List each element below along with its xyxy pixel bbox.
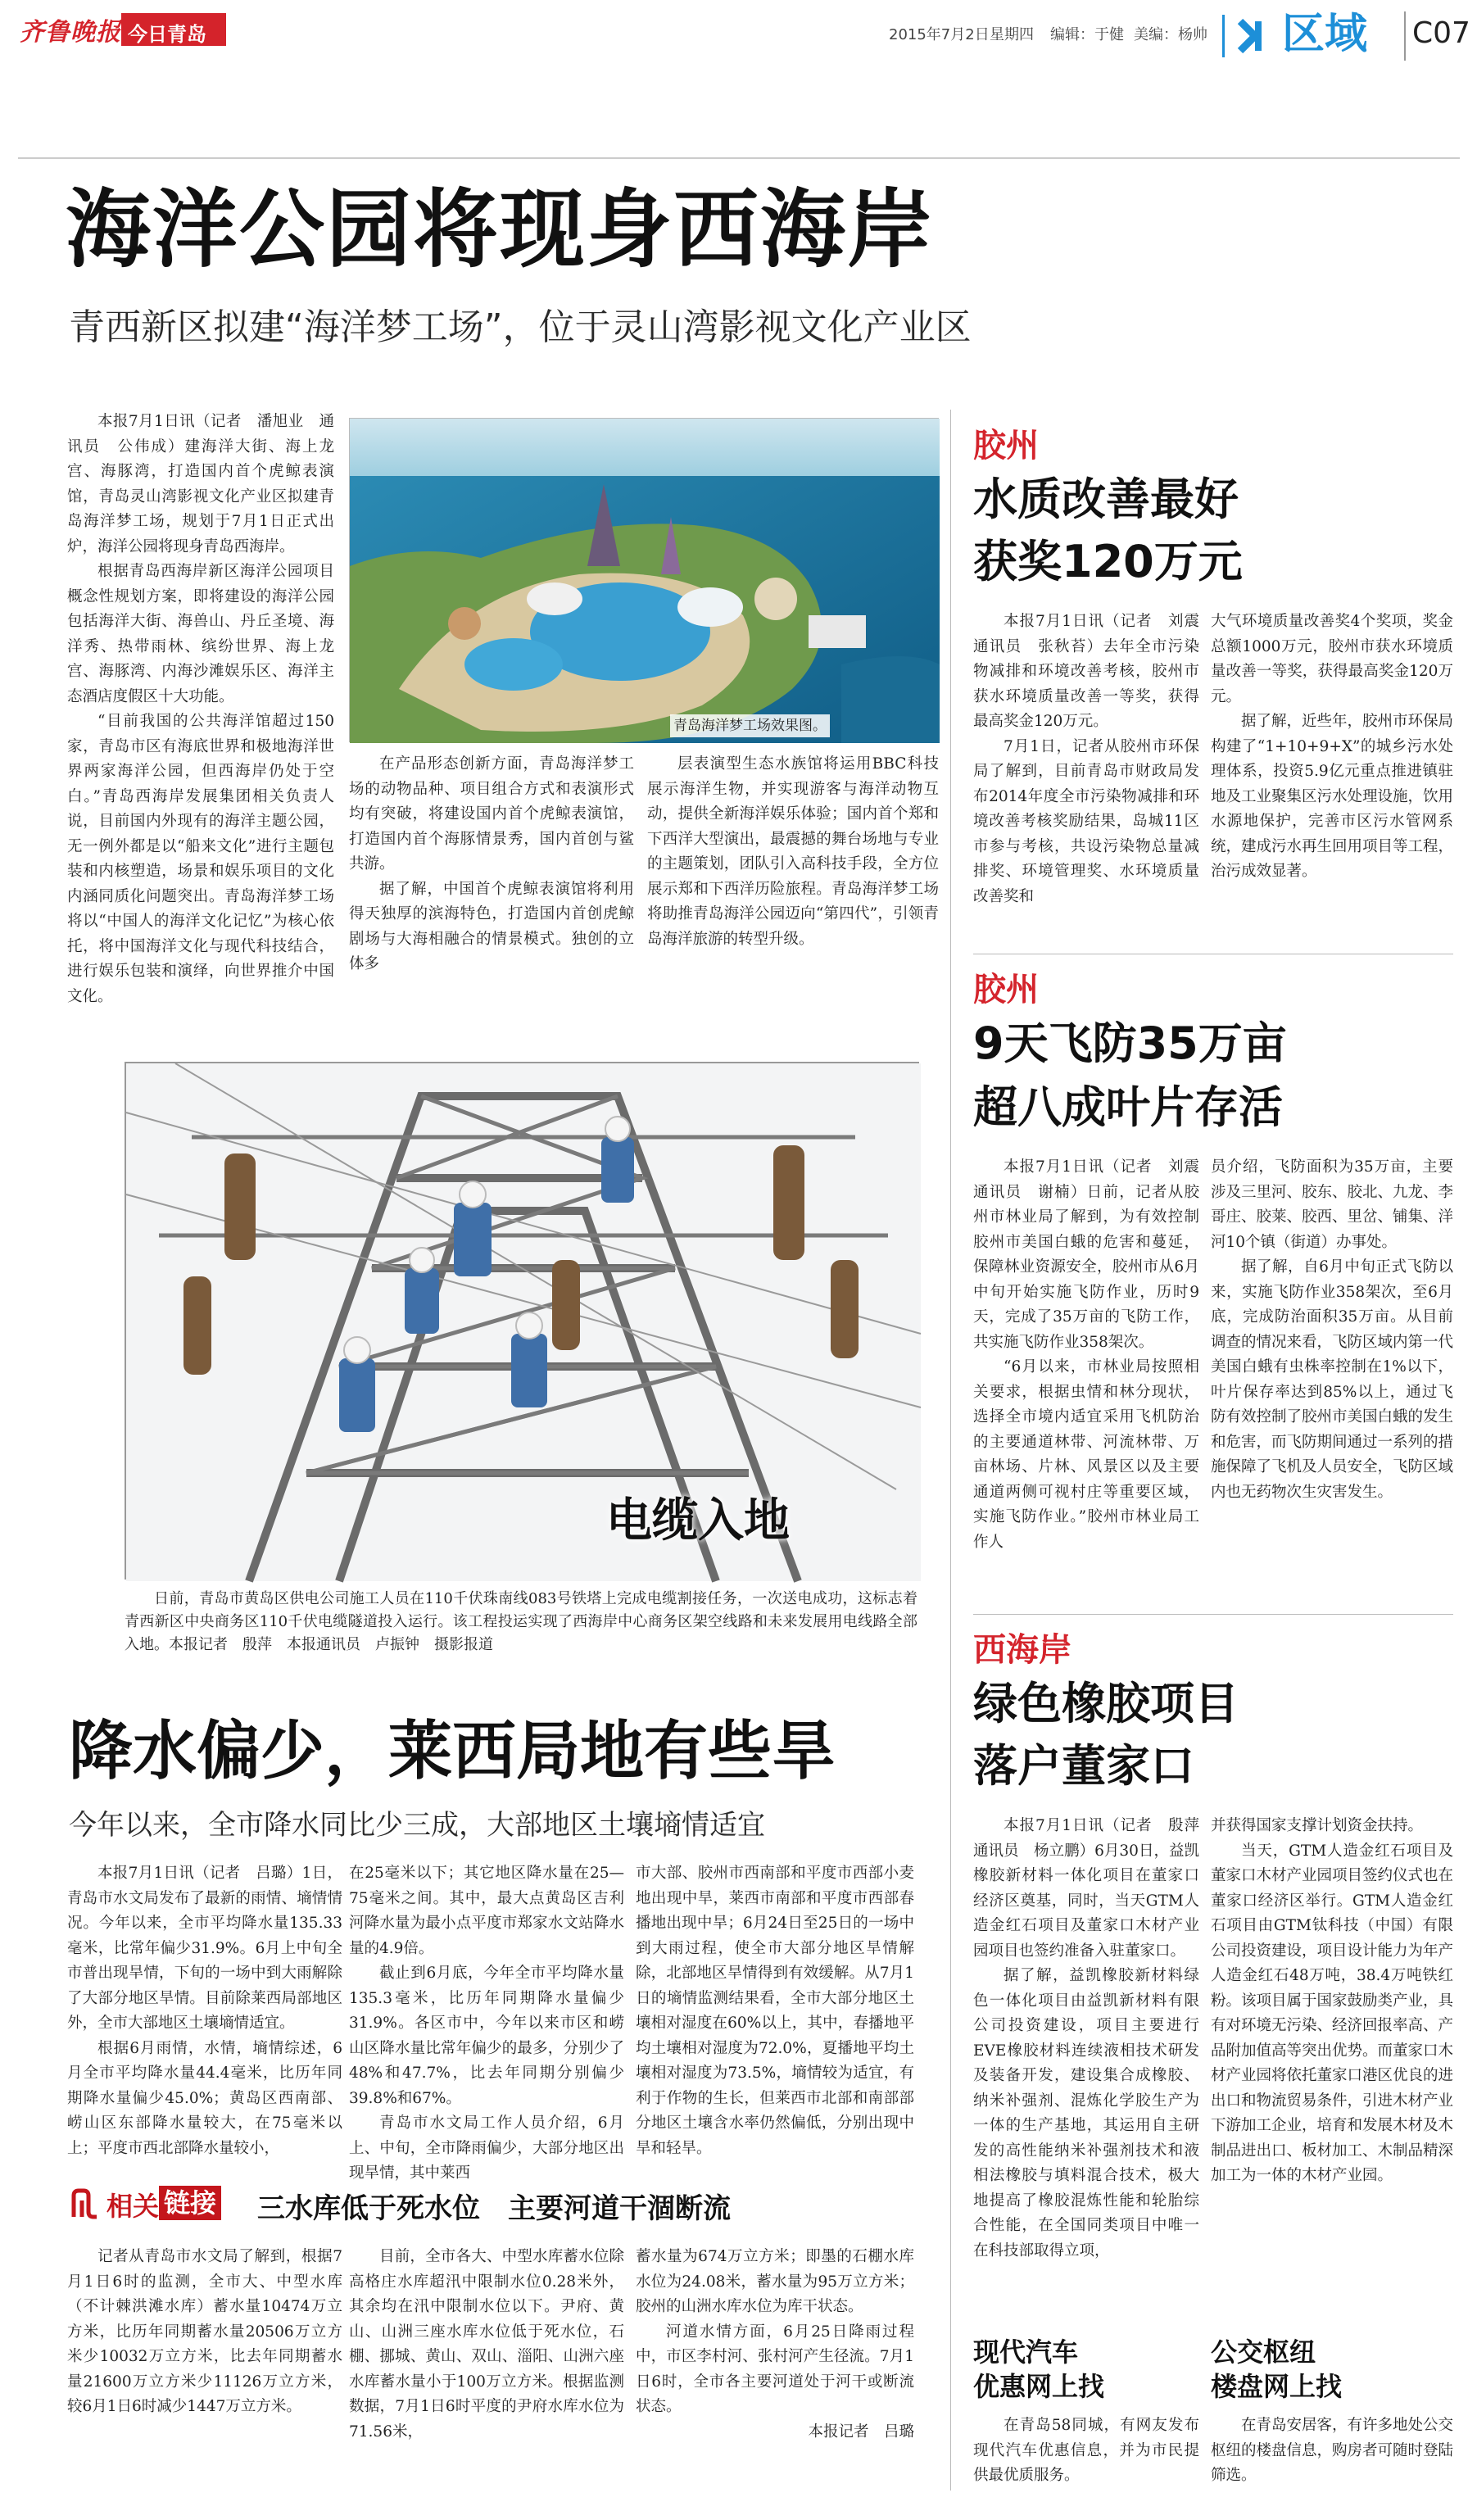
header-rule (18, 157, 1460, 159)
paragraph: 蓄水量为674万立方米；即墨的石棚水库水位为24.08米，蓄水量为95万立方米；胶州的山洲水库水位为库干状态。 (636, 2248, 914, 2315)
lead-column-1 (67, 410, 334, 1032)
related-title: 三水库低于死水位 主要河道干涸断流 (257, 2192, 731, 2225)
right-section-3-tag: 西海岸 (973, 1631, 1072, 1669)
paragraph: 市大部、胶州市西南部和平度市西部小麦地出现中旱，莱西市南部和平度市西部春播地出现中旱；6月24日至25日的一场中到大雨过程，使全市大部分地区旱情解除，北部地区旱情得到有效缓解。从7月1日的墒情监测结果看，全市大部分地区土壤相对湿度在60%以上，其中，春播地平均土壤相对湿度为72.0%，夏播地平均土壤相对湿度为73.5%，墒情较为适宜，有利于作物的生长，但莱西市北部和南部部分地区土壤含水率仍然偏低，分别出现中旱和轻旱。 (636, 1865, 914, 2157)
power-photo-overlay: 电缆入地 (606, 1494, 790, 1548)
page-header (0, 0, 1477, 74)
right-section-1-tag: 胶州 (973, 427, 1039, 465)
right-section-1-column-1 (973, 610, 1215, 947)
drought-headline: 降水偏少，莱西局地有些旱 (69, 1715, 836, 1788)
right-section-1-title-2: 获奖120万元 (973, 536, 1243, 587)
drought-column-2 (349, 1861, 624, 2182)
paragraph: 在25毫米以下；其它地区降水量在25—75毫米之间。其中，最大点黄岛区吉利河降水量为最小点平度市郑家水文站降水量的4.9倍。 (349, 1865, 624, 1957)
rendering-caption: 青岛海洋梦工场效果图。 (670, 714, 830, 737)
header-weekday: 星期四 (990, 26, 1034, 43)
header-date: 2015年7月2日 (889, 26, 990, 43)
paragraph: 据了解，近些年，胶州市环保局构建了“1+10+9+X”的城乡污水处理体系，投资5.9亿元重点推进镇驻地及工业聚集区污水处理设施，饮用水源地保护，完善市区污水管网系统，建成污水再生回用项目等工程，治污成效显著。 (1211, 713, 1454, 880)
paragraph: “6月以来，市林业局按照相关要求，根据虫情和林分现状，选择全市境内适宜采用飞机防治的主要通道林带、河流林带、万亩林场、片林、风景区以及主要通道两侧可视村庄等重要区域，实施飞防作业。”胶州市林业局工作人 (973, 1358, 1199, 1551)
header-divider (1222, 15, 1225, 57)
paragraph: 据了解，中国首个虎鲸表演馆将利用得天独厚的滨海特色，打造国内首创虎鲸剧场与大海相融合的情景模式。独创的立体多 (349, 880, 634, 972)
right-section-3-column-2 (1211, 1814, 1453, 2322)
paragraph: 员介绍，飞防面积为35万亩，主要涉及三里河、胶东、胶北、九龙、李哥庄、胶莱、胶西、里岔、铺集、洋河10个镇（街道）办事处。 (1211, 1158, 1454, 1251)
related-column-1 (67, 2245, 342, 2499)
power-caption-text: 日前，青岛市黄岛区供电公司施工人员在110千伏珠南线083号铁塔上完成电缆割接任务，一次送电成功，这标志着青西新区中央商务区110千伏电缆隧道投入运行。该工程投运实现了西海岸中心商务区架空线路和未来发展用电线路全部入地。 (125, 1590, 917, 1653)
power-credit: 本报记者 殷萍 本报通讯员 卢振钟 摄影报道 (169, 1636, 493, 1653)
paragraph: 记者从青岛市水文局了解到，根据7月1日6时的监测，全市大、中型水库（不计棘洪滩水库）蓄水量10474万立方米，比历年同期蓄水量20506万立方米少10032万立方米，比去年同期蓄水量21600万立方米少11126万立方米，较6月1日6时减少1447万立方米。 (67, 2248, 342, 2415)
brief-1-title-2: 优惠网上找 (973, 2371, 1105, 2402)
right-section-1-column-2 (1211, 610, 1453, 947)
header-designer: 美编：杨帅 (1134, 26, 1207, 43)
related-column-3 (636, 2245, 914, 2499)
brief-1-body (973, 2413, 1199, 2495)
paragraph: 本报7月1日讯（记者 殷萍 通讯员 杨立鹏）6月30日，益凯橡胶新材料一体化项目在董家口经济区奠基，同时，当天GTM人造金红石项目及董家口木材产业园项目也签约准备入驻董家口。 (973, 1817, 1215, 1960)
lead-column-2 (349, 752, 634, 1032)
brief-2-body (1211, 2413, 1453, 2495)
paragraph: 在青岛安居客，有许多地处公交枢纽的楼盘信息，购房者可随时登陆筛选。 (1211, 2417, 1454, 2484)
section-tag: 今日青岛 (128, 23, 206, 46)
paragraph: 河道水情方面，6月25日降雨过程中，市区李村河、张村河产生径流。7月1日6时，全市各主要河道处于河干或断流状态。 (636, 2323, 914, 2415)
power-photo-frame (125, 1062, 919, 1580)
paragraph: 据了解，自6月中旬正式飞防以来，实施飞防作业358架次，至6月底，完成防治面积35万亩。从目前调查的情况来看，飞防区域内第一代美国白蛾有虫株率控制在1%以下，叶片保存率达到85%以上，通过飞防有效控制了胶州市美国白蛾的发生和危害，而飞防期间通过一系列的措施保障了飞机及人员安全，飞防区域内也无药物次生灾害发生。 (1211, 1258, 1454, 1501)
drought-subtitle: 今年以来，全市降水同比少三成，大部地区土壤墒情适宜 (69, 1809, 765, 1842)
related-tag-a: 相关 (106, 2191, 160, 2222)
paragraph: 根据6月雨情，水情，墒情综述，6月全市平均降水量44.4毫米，比历年同期降水量偏少45.0%；黄岛区西南部、崂山区东部降水量较大，在75毫米以上；平度市西北部降水量较小， (67, 2039, 342, 2157)
paragraph: 在产品形态创新方面，青岛海洋梦工场的动物品种、项目组合方式和表演形式均有突破，将建设国内首个虎鲸表演馆，打造国内首个海豚情景秀，国内首创与鲨共游。 (349, 755, 634, 872)
paragraph: 在青岛58同城，有网友发布现代汽车优惠信息，并为市民提供最优质服务。 (973, 2417, 1199, 2484)
right-section-2-column-1 (973, 1155, 1215, 1607)
right-section-3-title-1: 绿色橡胶项目 (973, 1678, 1239, 1729)
related-tag-b: 链接 (159, 2186, 221, 2220)
right-section-3-title-2: 落户董家口 (973, 1740, 1194, 1792)
right-section-2-column-2 (1211, 1155, 1453, 1607)
lead-column-3 (647, 752, 939, 1032)
paragraph: 据了解，益凯橡胶新材料绿色一体化项目由益凯新材料有限公司投资建设，项目主要进行EVE橡胶材料连续液相技术研发及装备开发，建设集合成橡胶、纳米补强剂、混炼化学胶生产为一体的生产基地，其运用自主研发的高性能纳米补强剂技术和液相法橡胶与填料混合技术，极大地提高了橡胶混炼性能和轮胎综合性能，在全国同类项目中唯一在科技部取得立项， (973, 1967, 1199, 2259)
right-section-3-column-1 (973, 1814, 1215, 2322)
paragraph: 并获得国家支撑计划资金扶持。 (1211, 1817, 1424, 1834)
region-icon (1234, 16, 1270, 56)
paragraph: 本报7月1日讯（记者 刘震 通讯员 谢楠）日前，记者从胶州市林业局了解到，为有效控制胶州市美国白蛾的危害和蔓延，保障林业资源安全，胶州市从6月中旬开始实施飞防作业，历时9天，完成了35万亩的飞防工作，共实施飞防作业358架次。 (973, 1158, 1215, 1351)
header-editor: 编辑：于健 (1050, 26, 1124, 43)
related-link-bar (67, 2181, 919, 2227)
paragraph: “目前我国的公共海洋馆超过150家，青岛市区有海底世界和极地海洋世界两家海洋公园，但西海岸仍处于空白。”青岛西海岸发展集团相关负责人说，目前国内外现有的海洋主题公园，无一例外都是以“船来文化”进行主题包装和内核塑造，场景和娱乐项目的文化内涵同质化问题突出。青岛海洋梦工场将以“中国人的海洋文化记忆”为核心依托，将中国海洋文化与现代科技结合，进行娱乐包装和演绎，向世界推介中国文化。 (67, 713, 334, 1005)
paragraph: 本报7月1日讯（记者 刘震 通讯员 张秋苔）去年全市污染物减排和环境改善考核，胶州市获水环境质量改善一等奖，获得最高奖金120万元。 (973, 613, 1215, 730)
related-icon (69, 2187, 102, 2220)
paragraph: 当天，GTM人造金红石项目及董家口木材产业园项目签约仪式也在董家口经济区举行。GTM人造金红石项目由GTM钛科技（中国）有限公司投资建设，项目设计能力为年产人造金红石48万吨，38.4万吨铁红粉。该项目属于国家鼓励类产业，具有对环境无污染、经济回报率高、产品附加值高等突出优势。而董家口木材产业园将依托董家口港区优良的进出口和物流贸易条件，引进木材产业下游加工企业，培育和发展木材及木制品进出口、板材加工、木制品精深加工为一体的木材产业园。 (1211, 1842, 1454, 2184)
related-credit: 本报记者 吕璐 (808, 2423, 914, 2441)
lead-headline: 海洋公园将现身西海岸 (66, 179, 935, 279)
region-label: 区域 (1282, 10, 1368, 59)
ocean-park-rendering (349, 418, 939, 742)
paragraph: 目前，全市各大、中型水库蓄水位除高格庄水库超汛中限制水位0.28米外，其余均在汛中限制水位以下。尹府、黄山、山洲三座水库水位低于死水位，石棚、挪城、黄山、双山、淄阳、山洲六座水库蓄水量小于100万立方米。根据监测数据，7月1日6时平度的尹府水库水位为71.56米， (349, 2248, 624, 2441)
drought-column-3 (636, 1861, 914, 2169)
page-number: C07 (1412, 16, 1470, 50)
paragraph: 截止到6月底，今年全市平均降水量135.3毫米，比历年同期降水量偏少31.9%。各区市中，今年以来市区和崂山区降水量比常年偏少的最多，分别少了48%和47.7%，比去年同期分别偏少39.8%和67%。 (349, 1965, 624, 2107)
paragraph: 层表演型生态水族馆将运用BBC科技展示海洋生物，并实现游客与海洋动物互动，提供全新海洋娱乐体验；国内首个郑和下西洋大型演出，最震撼的舞台场地与专业的主题策划，团队引入高科技手段，全方位展示郑和下西洋历险旅程。青岛海洋梦工场将助推青岛海洋公园迈向“第四代”，引领青岛海洋旅游的转型升级。 (647, 755, 939, 948)
column-divider (950, 410, 951, 2491)
brief-2-title-2: 楼盘网上找 (1211, 2371, 1343, 2402)
right-divider (973, 1614, 1453, 1615)
masthead-logo: 齐鲁晚报 (20, 18, 121, 47)
lead-subtitle: 青西新区拟建“海洋梦工场”，位于灵山湾影视文化产业区 (69, 306, 972, 348)
page-no-box (1404, 11, 1406, 61)
paragraph: 根据青岛西海岸新区海洋公园项目概念性规划方案，即将建设的海洋公园包括海洋大街、海兽山、丹丘圣境、海洋秀、热带雨林、缤纷世界、海上龙宫、海豚湾、内海沙滩娱乐区、海洋主态酒店度假区十大功能。 (67, 563, 334, 705)
paragraph: 7月1日，记者从胶州市环保局了解到，目前青岛市财政局发布2014年度全市污染物减排和环境改善考核奖励结果，岛城11区市参与考核，共设污染物总量减排奖、环境管理奖、水环境质量改善奖和 (973, 737, 1199, 905)
paragraph: 本报7月1日讯（记者 吕璐）1日，青岛市水文局发布了最新的雨情、墒情情况。今年以来，全市平均降水量135.33毫米，比常年偏少31.9%。6月上中旬全市普出现旱情，下旬的一场中到大雨解除了大部分地区旱情。目前除莱西局部地区外，全市大部地区土壤墒情适宜。 (67, 1865, 342, 2032)
related-column-2 (349, 2245, 624, 2499)
brief-1-title-1: 现代汽车 (973, 2336, 1079, 2368)
drought-column-1 (67, 1861, 342, 2169)
brief-2-title-1: 公交枢纽 (1211, 2336, 1316, 2368)
paragraph: 大气环境质量改善奖4个奖项，奖金总额1000万元，胶州市获水环境质量改善一等奖，获得最高奖金120万元。 (1211, 613, 1453, 705)
right-section-2-title-2: 超八成叶片存活 (973, 1081, 1283, 1133)
power-caption (125, 1588, 917, 1657)
paragraph: 青岛市水文局工作人员介绍，6月上、中旬，全市降雨偏少，大部分地区出现旱情，其中莱西 (349, 2114, 624, 2182)
right-section-1-title-1: 水质改善最好 (973, 474, 1239, 525)
right-section-2-tag: 胶州 (973, 971, 1039, 1008)
paragraph: 本报7月1日讯（记者 潘旭业 通讯员 公伟成）建海洋大街、海上龙宫、海豚湾，打造国内首个虎鲸表演馆，青岛灵山湾影视文化产业区拟建青岛海洋梦工场，规划于7月1日正式出炉，海洋公园将现身青岛西海岸。 (67, 413, 334, 555)
right-section-2-title-1: 9天飞防35万亩 (973, 1018, 1287, 1069)
